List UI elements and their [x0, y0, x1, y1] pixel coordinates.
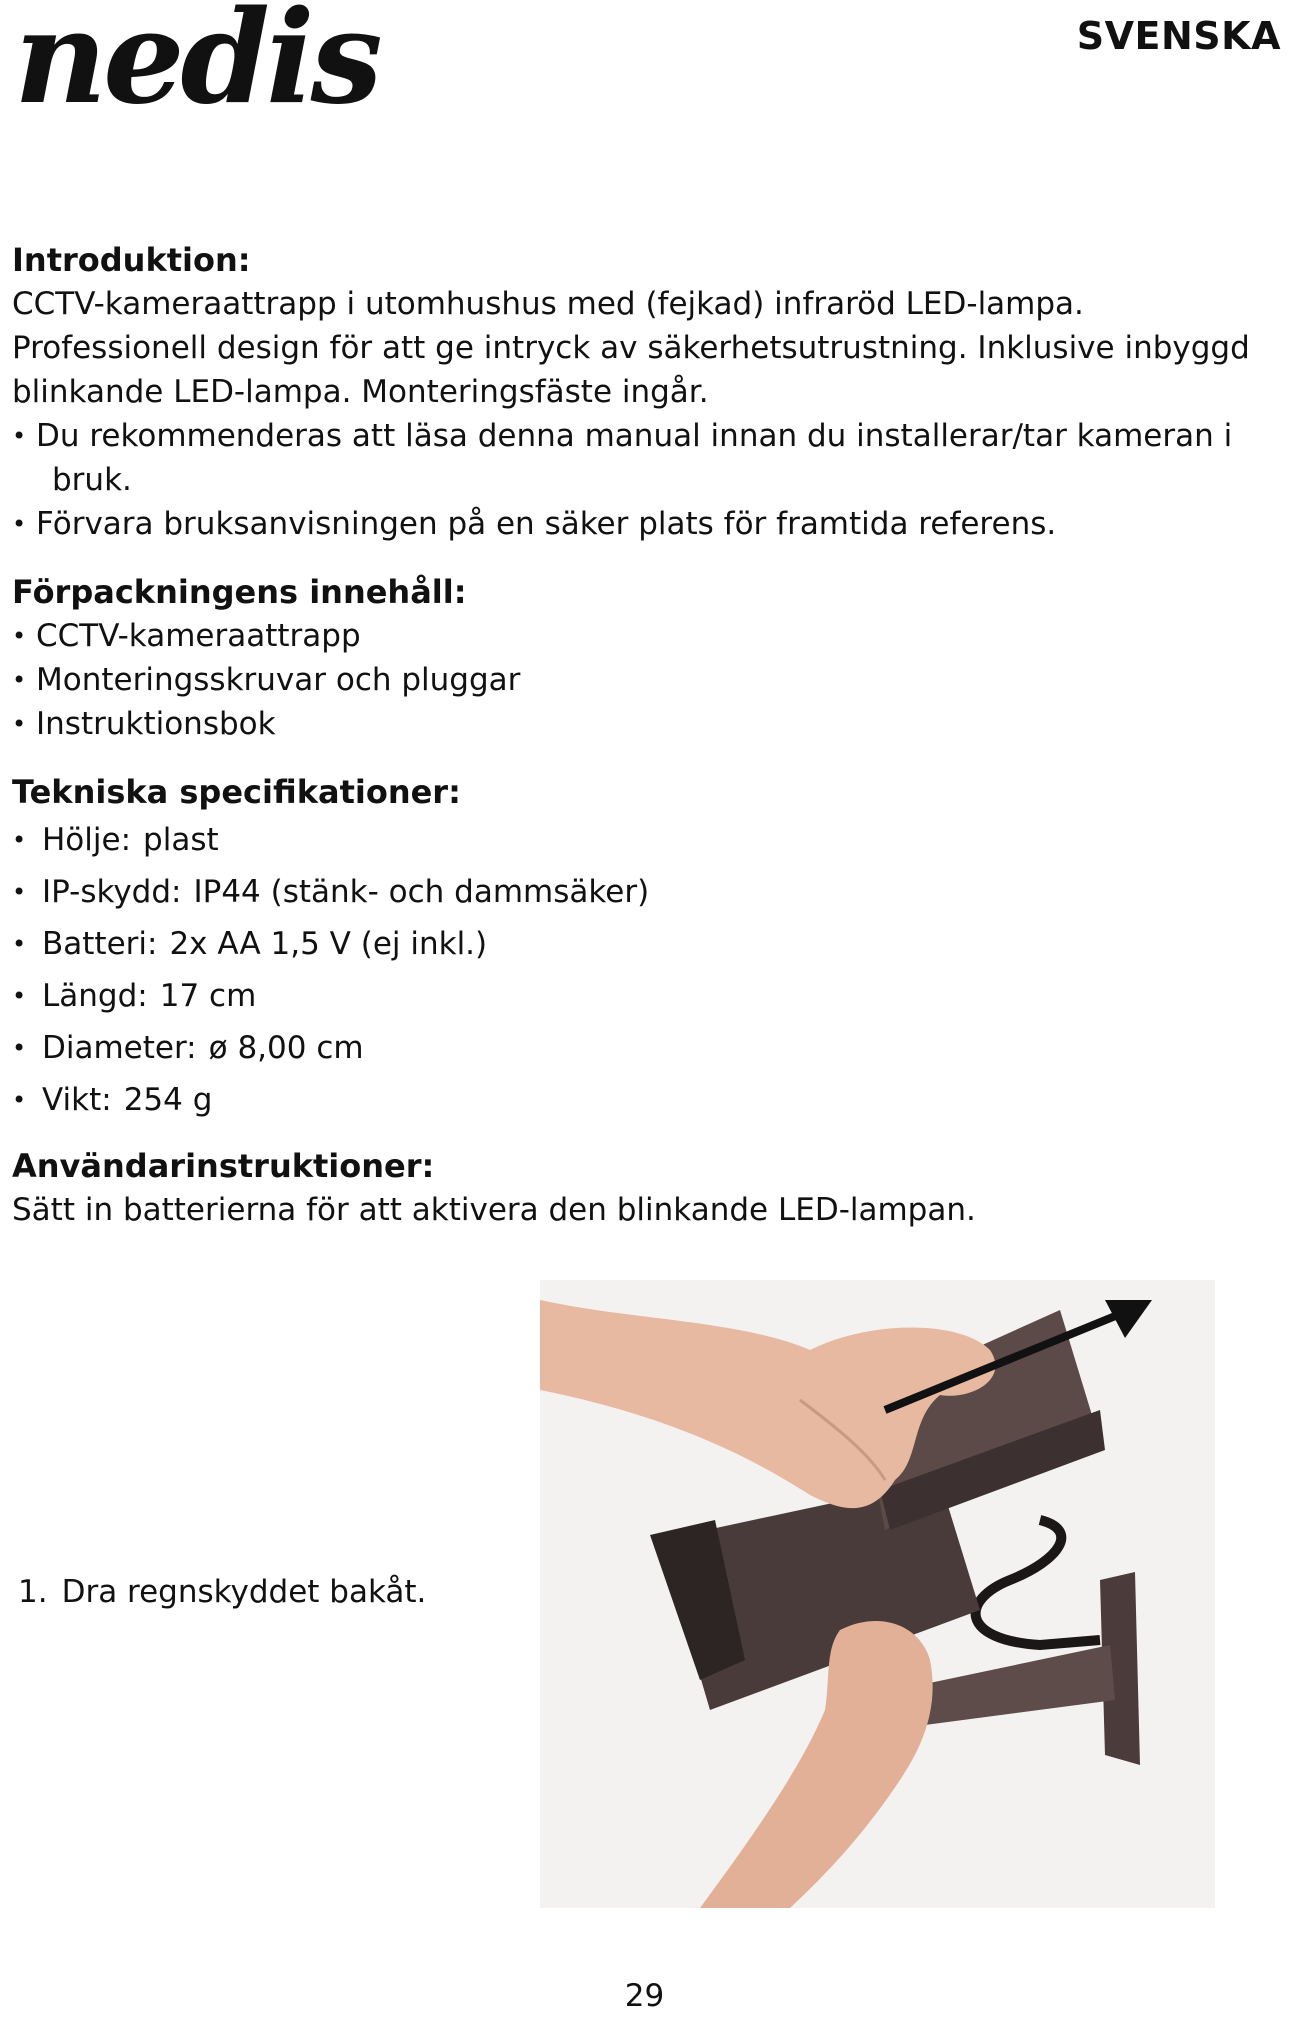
spec-value: ø 8,00 cm [208, 1030, 364, 1066]
intro-heading: Introduktion: [12, 241, 251, 279]
intro-bullet-text-wrap: bruk. [52, 462, 132, 498]
nedis-wordmark: nedis [14, 2, 379, 132]
package-heading: Förpackningens innehåll: [12, 573, 467, 611]
spec-value: 254 g [123, 1082, 213, 1118]
spec-value: IP44 (stänk- och dammsäker) [193, 874, 650, 910]
spec-key: Vikt: [42, 1082, 112, 1118]
intro-bullet [12, 414, 1272, 502]
spec-item [12, 970, 1272, 1022]
spec-key: Batteri: [42, 926, 158, 962]
spec-key: Hölje: [42, 822, 132, 858]
spec-item [12, 814, 1272, 866]
step-1-photo [540, 1280, 1215, 1908]
intro-bullet-text: Förvara bruksanvisningen på en säker plats för framtida referens. [36, 506, 1057, 542]
package-item: • Monteringsskruvar och pluggar [12, 658, 1272, 702]
intro-bullet [12, 502, 1272, 546]
package-list [12, 614, 1272, 746]
intro-line-1: CCTV-kameraattrapp i utomhushus med (fejkad) infraröd LED-lampa. [12, 286, 1084, 322]
intro-line-2: Professionell design för att ge intryck av säkerhetsutrustning. Inklusive inbyggd [12, 330, 1250, 366]
intro-bullets [12, 414, 1272, 546]
nedis-logo [10, 2, 490, 136]
package-item: • CCTV-kameraattrapp [12, 614, 1272, 658]
document-body [12, 238, 1272, 1232]
usage-section [12, 1144, 1272, 1232]
language-label: SVENSKA [1076, 14, 1281, 58]
package-item: • Instruktionsbok [12, 702, 1272, 746]
spec-key: Längd: [42, 978, 148, 1014]
camera-hands-illustration [540, 1280, 1215, 1908]
step-text: Dra regnskyddet bakåt. [61, 1574, 427, 1610]
spec-value: plast [143, 822, 219, 858]
nedis-logo-graphic [10, 2, 490, 132]
usage-text: Sätt in batterierna för att aktivera den blinkande LED-lampan. [12, 1192, 976, 1228]
page-number: 29 [624, 1978, 665, 2014]
spec-item [12, 1022, 1272, 1074]
intro-section [12, 238, 1272, 546]
specs-section [12, 770, 1272, 1126]
specs-heading: Tekniska specifikationer: [12, 773, 461, 811]
spec-item [12, 1074, 1272, 1126]
spec-key: Diameter: [42, 1030, 197, 1066]
usage-heading: Användarinstruktioner: [12, 1147, 435, 1185]
spec-item [12, 918, 1272, 970]
intro-line-3: blinkande LED-lampa. Monteringsfäste ingår. [12, 374, 709, 410]
spec-value: 17 cm [159, 978, 257, 1014]
specs-list [12, 814, 1272, 1126]
spec-value: 2x AA 1,5 V (ej inkl.) [169, 926, 488, 962]
spec-key: IP-skydd: [42, 874, 182, 910]
intro-bullet-text: Du rekommenderas att läsa denna manual innan du installerar/tar kameran i [36, 418, 1233, 454]
package-section [12, 570, 1272, 746]
step-number: 1. [18, 1574, 48, 1610]
step-1 [18, 1570, 426, 1614]
spec-item [12, 866, 1272, 918]
